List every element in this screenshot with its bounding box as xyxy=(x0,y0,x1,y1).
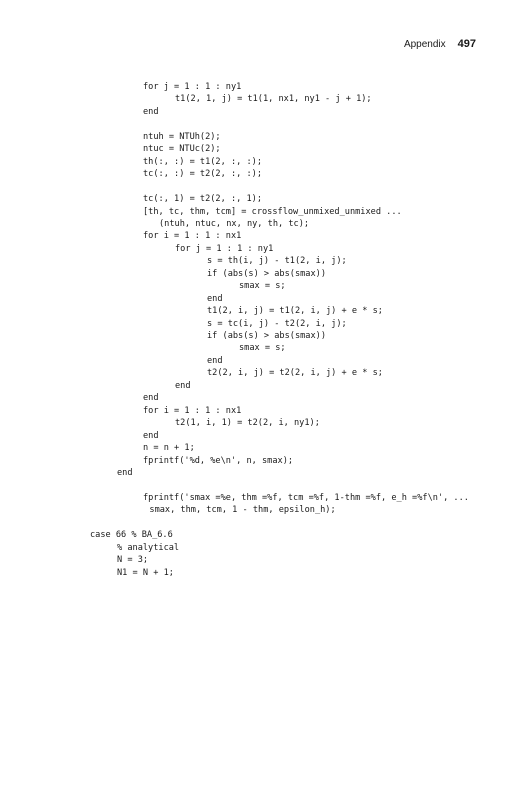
code-line: s = th(i, j) - t1(2, i, j); xyxy=(207,256,347,267)
code-line: fprintf('%d, %e\n', n, smax); xyxy=(143,455,294,466)
page-number: 497 xyxy=(457,38,476,50)
code-line: s = tc(i, j) - t2(2, i, j); xyxy=(207,318,347,329)
code-line: t1(2, 1, j) = t1(1, nx1, ny1 - j + 1); xyxy=(175,94,372,105)
code-line: % analytical xyxy=(117,542,180,553)
code-line: end xyxy=(143,430,159,441)
code-line: if (abs(s) > abs(smax)) xyxy=(207,331,326,341)
code-line: t1(2, i, j) = t1(2, i, j) + e * s; xyxy=(207,306,383,317)
code-line: t2(2, i, j) = t2(2, i, j) + e * s; xyxy=(207,368,383,379)
code-line: N = 3; xyxy=(117,555,149,566)
code-line: N1 = N + 1; xyxy=(117,567,174,578)
code-line: tc(:, :) = t2(2, :, :); xyxy=(143,169,262,180)
code-line: for i = 1 : 1 : nx1 xyxy=(143,231,242,242)
code-line: fprintf('smax =%e, thm =%f, tcm =%f, 1-thm =%f, e_h =%f\n', ... xyxy=(143,492,469,503)
code-line: end xyxy=(143,393,159,404)
code-line: end xyxy=(207,293,223,304)
code-line: case 66 % BA_6.6 xyxy=(90,530,173,541)
code-line: for i = 1 : 1 : nx1 xyxy=(143,405,242,416)
code-line: n = n + 1; xyxy=(143,443,195,454)
code-line: [th, tc, thm, tcm] = crossflow_unmixed_unmixed ... xyxy=(143,206,402,217)
running-head xyxy=(404,38,476,50)
code-line: th(:, :) = t1(2, :, :); xyxy=(143,156,262,167)
code-line: end xyxy=(117,467,133,478)
code-line: smax, thm, tcm, 1 - thm, epsilon_h); xyxy=(149,505,336,516)
code-line: ntuc = NTUc(2); xyxy=(143,144,221,155)
section-title: Appendix xyxy=(403,39,446,50)
code-line: end xyxy=(143,106,159,117)
code-line: ntuh = NTUh(2); xyxy=(143,131,221,142)
code-line: smax = s; xyxy=(239,343,286,354)
code-line: for j = 1 : 1 : ny1 xyxy=(143,82,242,92)
code-line: end xyxy=(175,380,191,391)
code-line: if (abs(s) > abs(smax)) xyxy=(207,268,326,279)
code-line: (ntuh, ntuc, nx, ny, th, tc); xyxy=(159,218,310,229)
code-line: t2(1, i, 1) = t2(2, i, ny1); xyxy=(175,418,320,429)
code-line: for j = 1 : 1 : ny1 xyxy=(175,243,274,254)
code-line: tc(:, 1) = t2(2, :, 1); xyxy=(143,194,262,205)
code-line: smax = s; xyxy=(239,281,286,292)
code-line: end xyxy=(207,355,223,366)
